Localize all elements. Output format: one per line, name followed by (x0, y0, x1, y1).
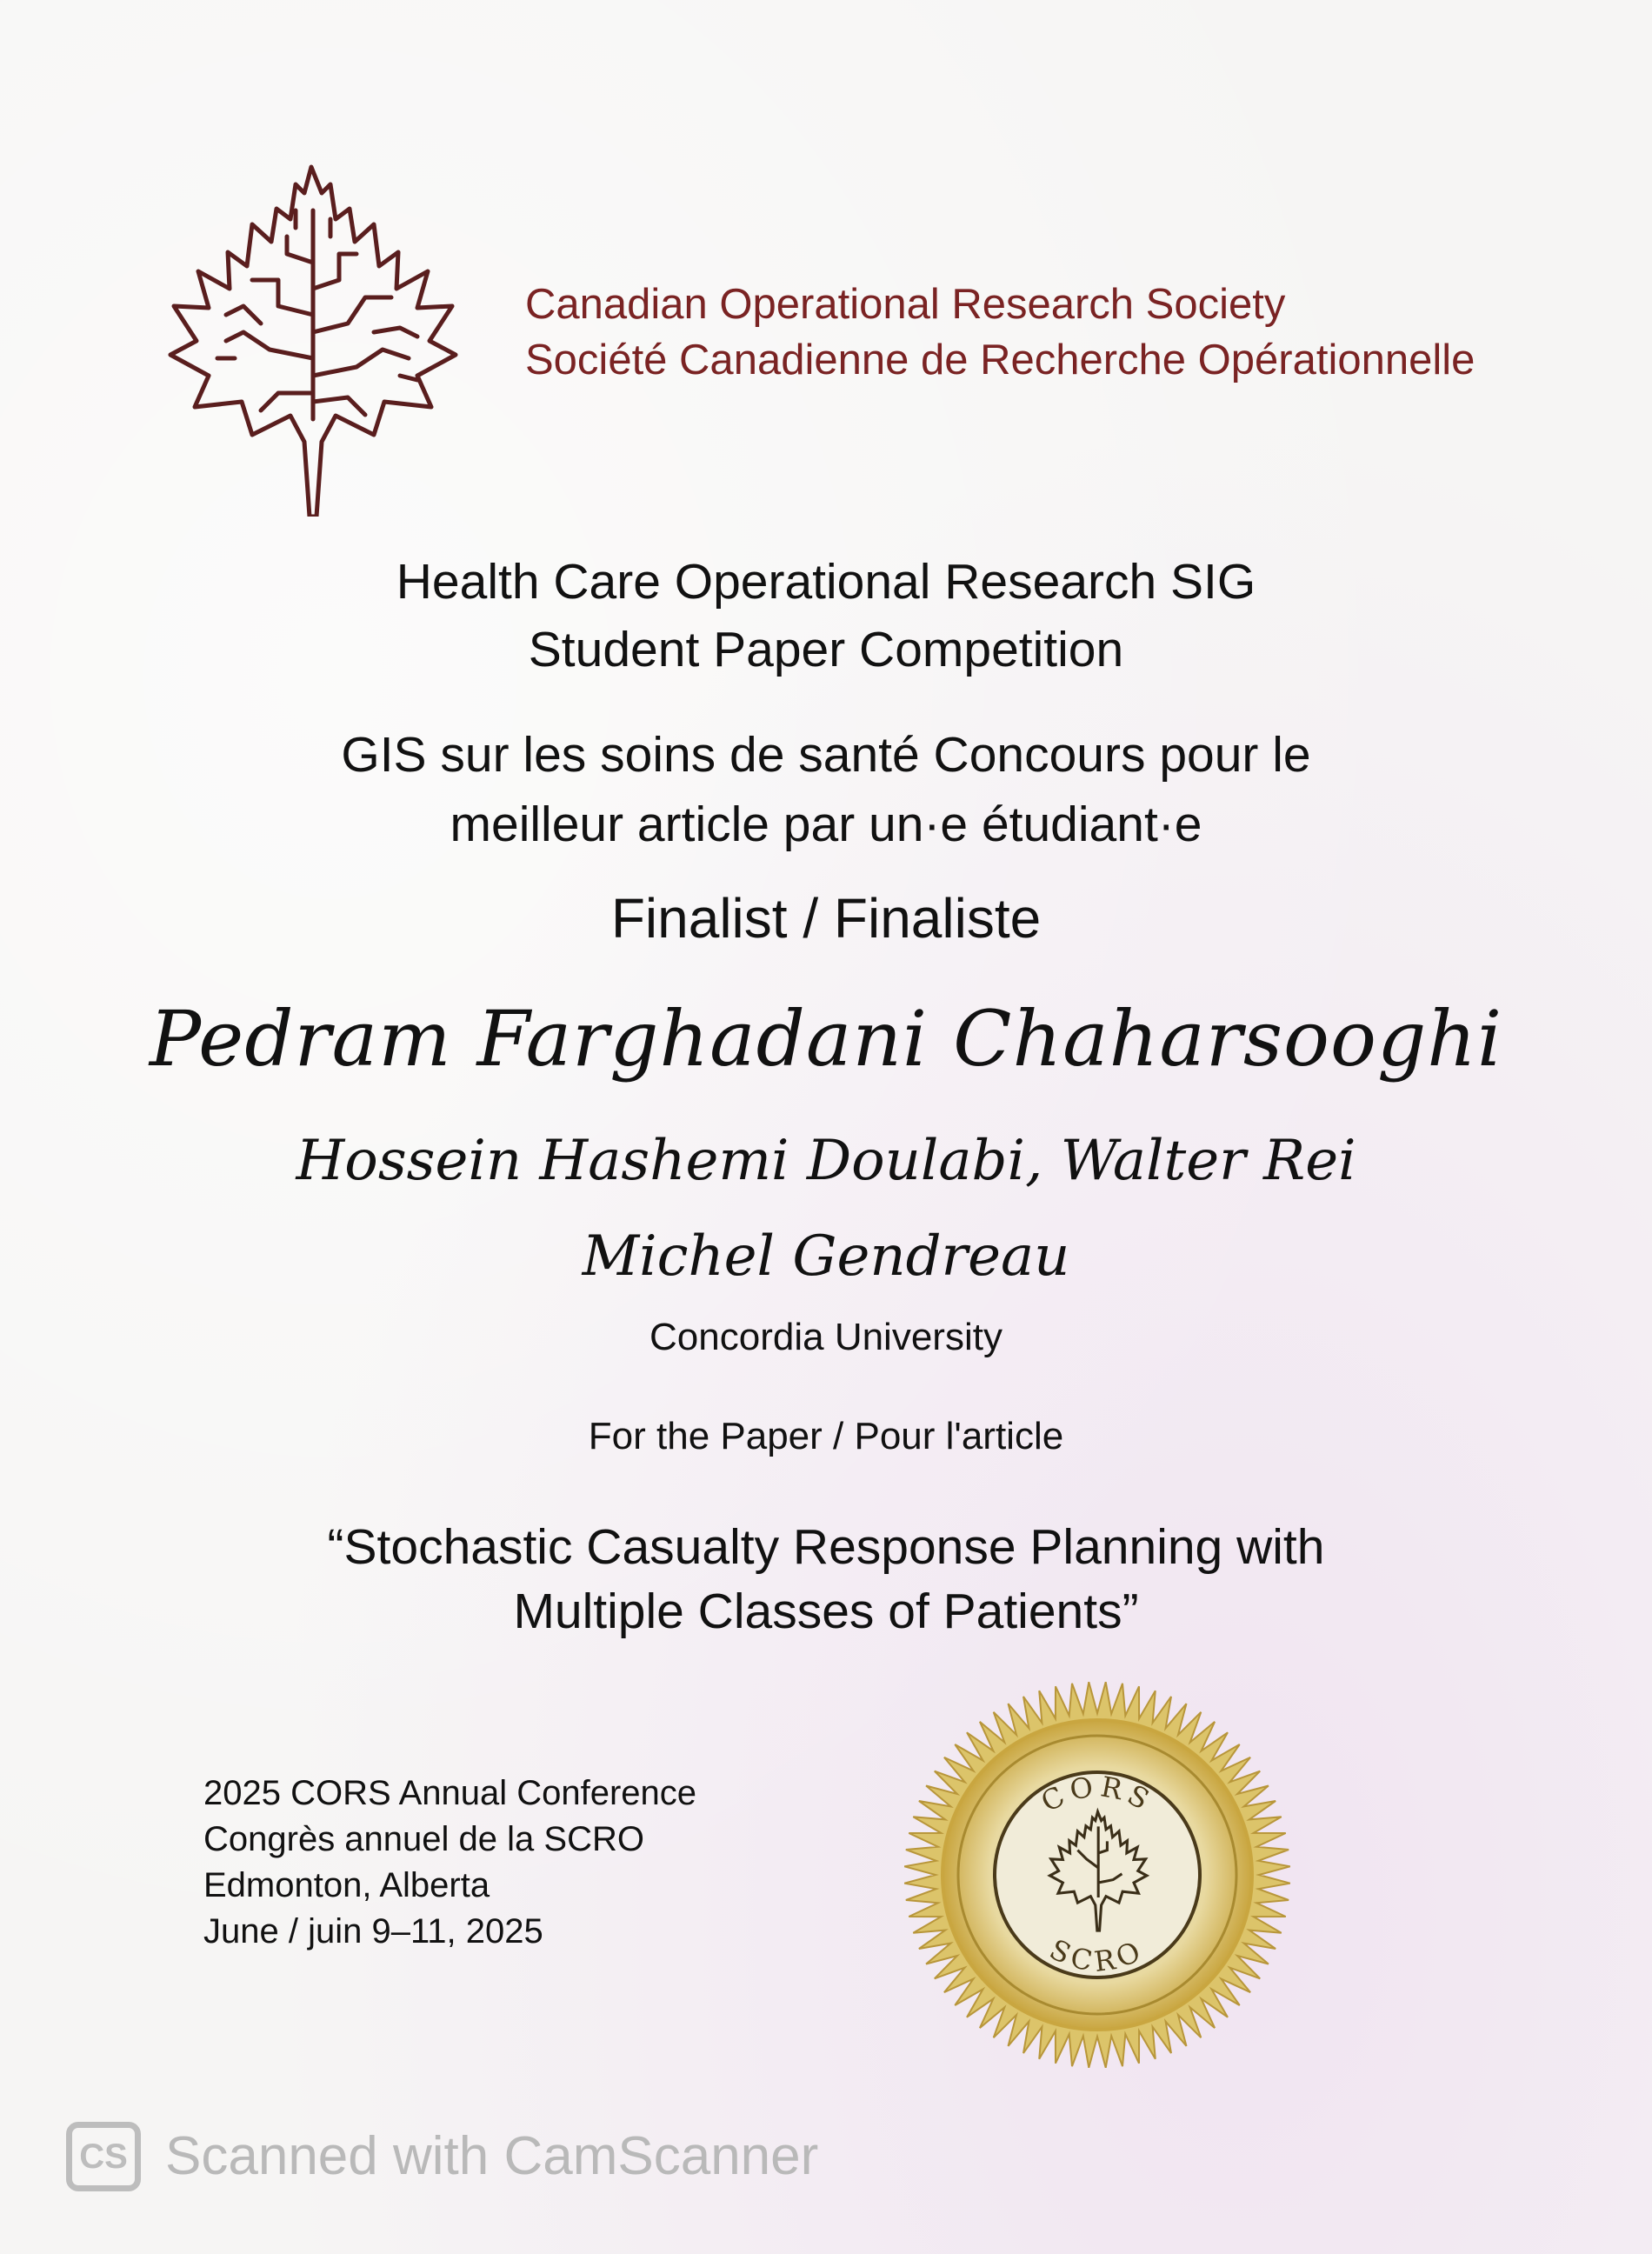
society-name-en: Canadian Operational Research Society (525, 281, 1286, 328)
camscanner-text: Scanned with CamScanner (165, 2126, 819, 2186)
seal-bottom-text: SCRO (1044, 1932, 1150, 1979)
camscanner-watermark (66, 2122, 818, 2191)
society-name-block (525, 277, 1475, 388)
conference-line3: Edmonton, Alberta (203, 1866, 490, 1904)
paper-title (0, 1515, 1652, 1644)
institution: Concordia University (649, 1316, 1003, 1358)
conference-line1: 2025 CORS Annual Conference (203, 1774, 697, 1812)
conference-line2: Congrès annuel de la SCRO (203, 1820, 644, 1858)
coauthors-line1: Hossein Hashemi Doulabi, Walter Rei (296, 1129, 1356, 1193)
competition-title-fr-line1: GIS sur les soins de santé Concours pour le (341, 727, 1311, 783)
conference-date: June / juin 9–11, 2025 (203, 1912, 543, 1951)
coauthors-line2: Michel Gendreau (582, 1224, 1070, 1289)
competition-title-en-line2: Student Paper Competition (528, 622, 1124, 677)
competition-title-en-line1: Health Care Operational Research SIG (396, 554, 1256, 610)
paper-title-line2: Multiple Classes of Patients” (513, 1584, 1139, 1639)
recipient-name: Pedram Farghadani Chaharsooghi (149, 994, 1503, 1084)
award-label: Finalist / Finaliste (610, 887, 1042, 950)
competition-title-fr (0, 720, 1652, 859)
paper-title-line1: “Stochastic Casualty Response Planning with (327, 1519, 1325, 1575)
society-name-fr: Société Canadienne de Recherche Opérationnelle (525, 337, 1475, 383)
competition-title-en (0, 548, 1652, 684)
competition-title-fr-line2: meilleur article par un·e étudiant·e (450, 797, 1202, 852)
gold-seal-icon (901, 1678, 1294, 2071)
maple-leaf-maze-icon (157, 158, 470, 517)
camscanner-logo-icon (66, 2122, 141, 2191)
seal-top-text: CORS (1035, 1769, 1160, 1819)
camscanner-badge-text: CS (79, 2137, 128, 2176)
coauthors (0, 1113, 1652, 1304)
paper-label: For the Paper / Pour l'article (588, 1415, 1064, 1457)
conference-info (203, 1771, 696, 1955)
